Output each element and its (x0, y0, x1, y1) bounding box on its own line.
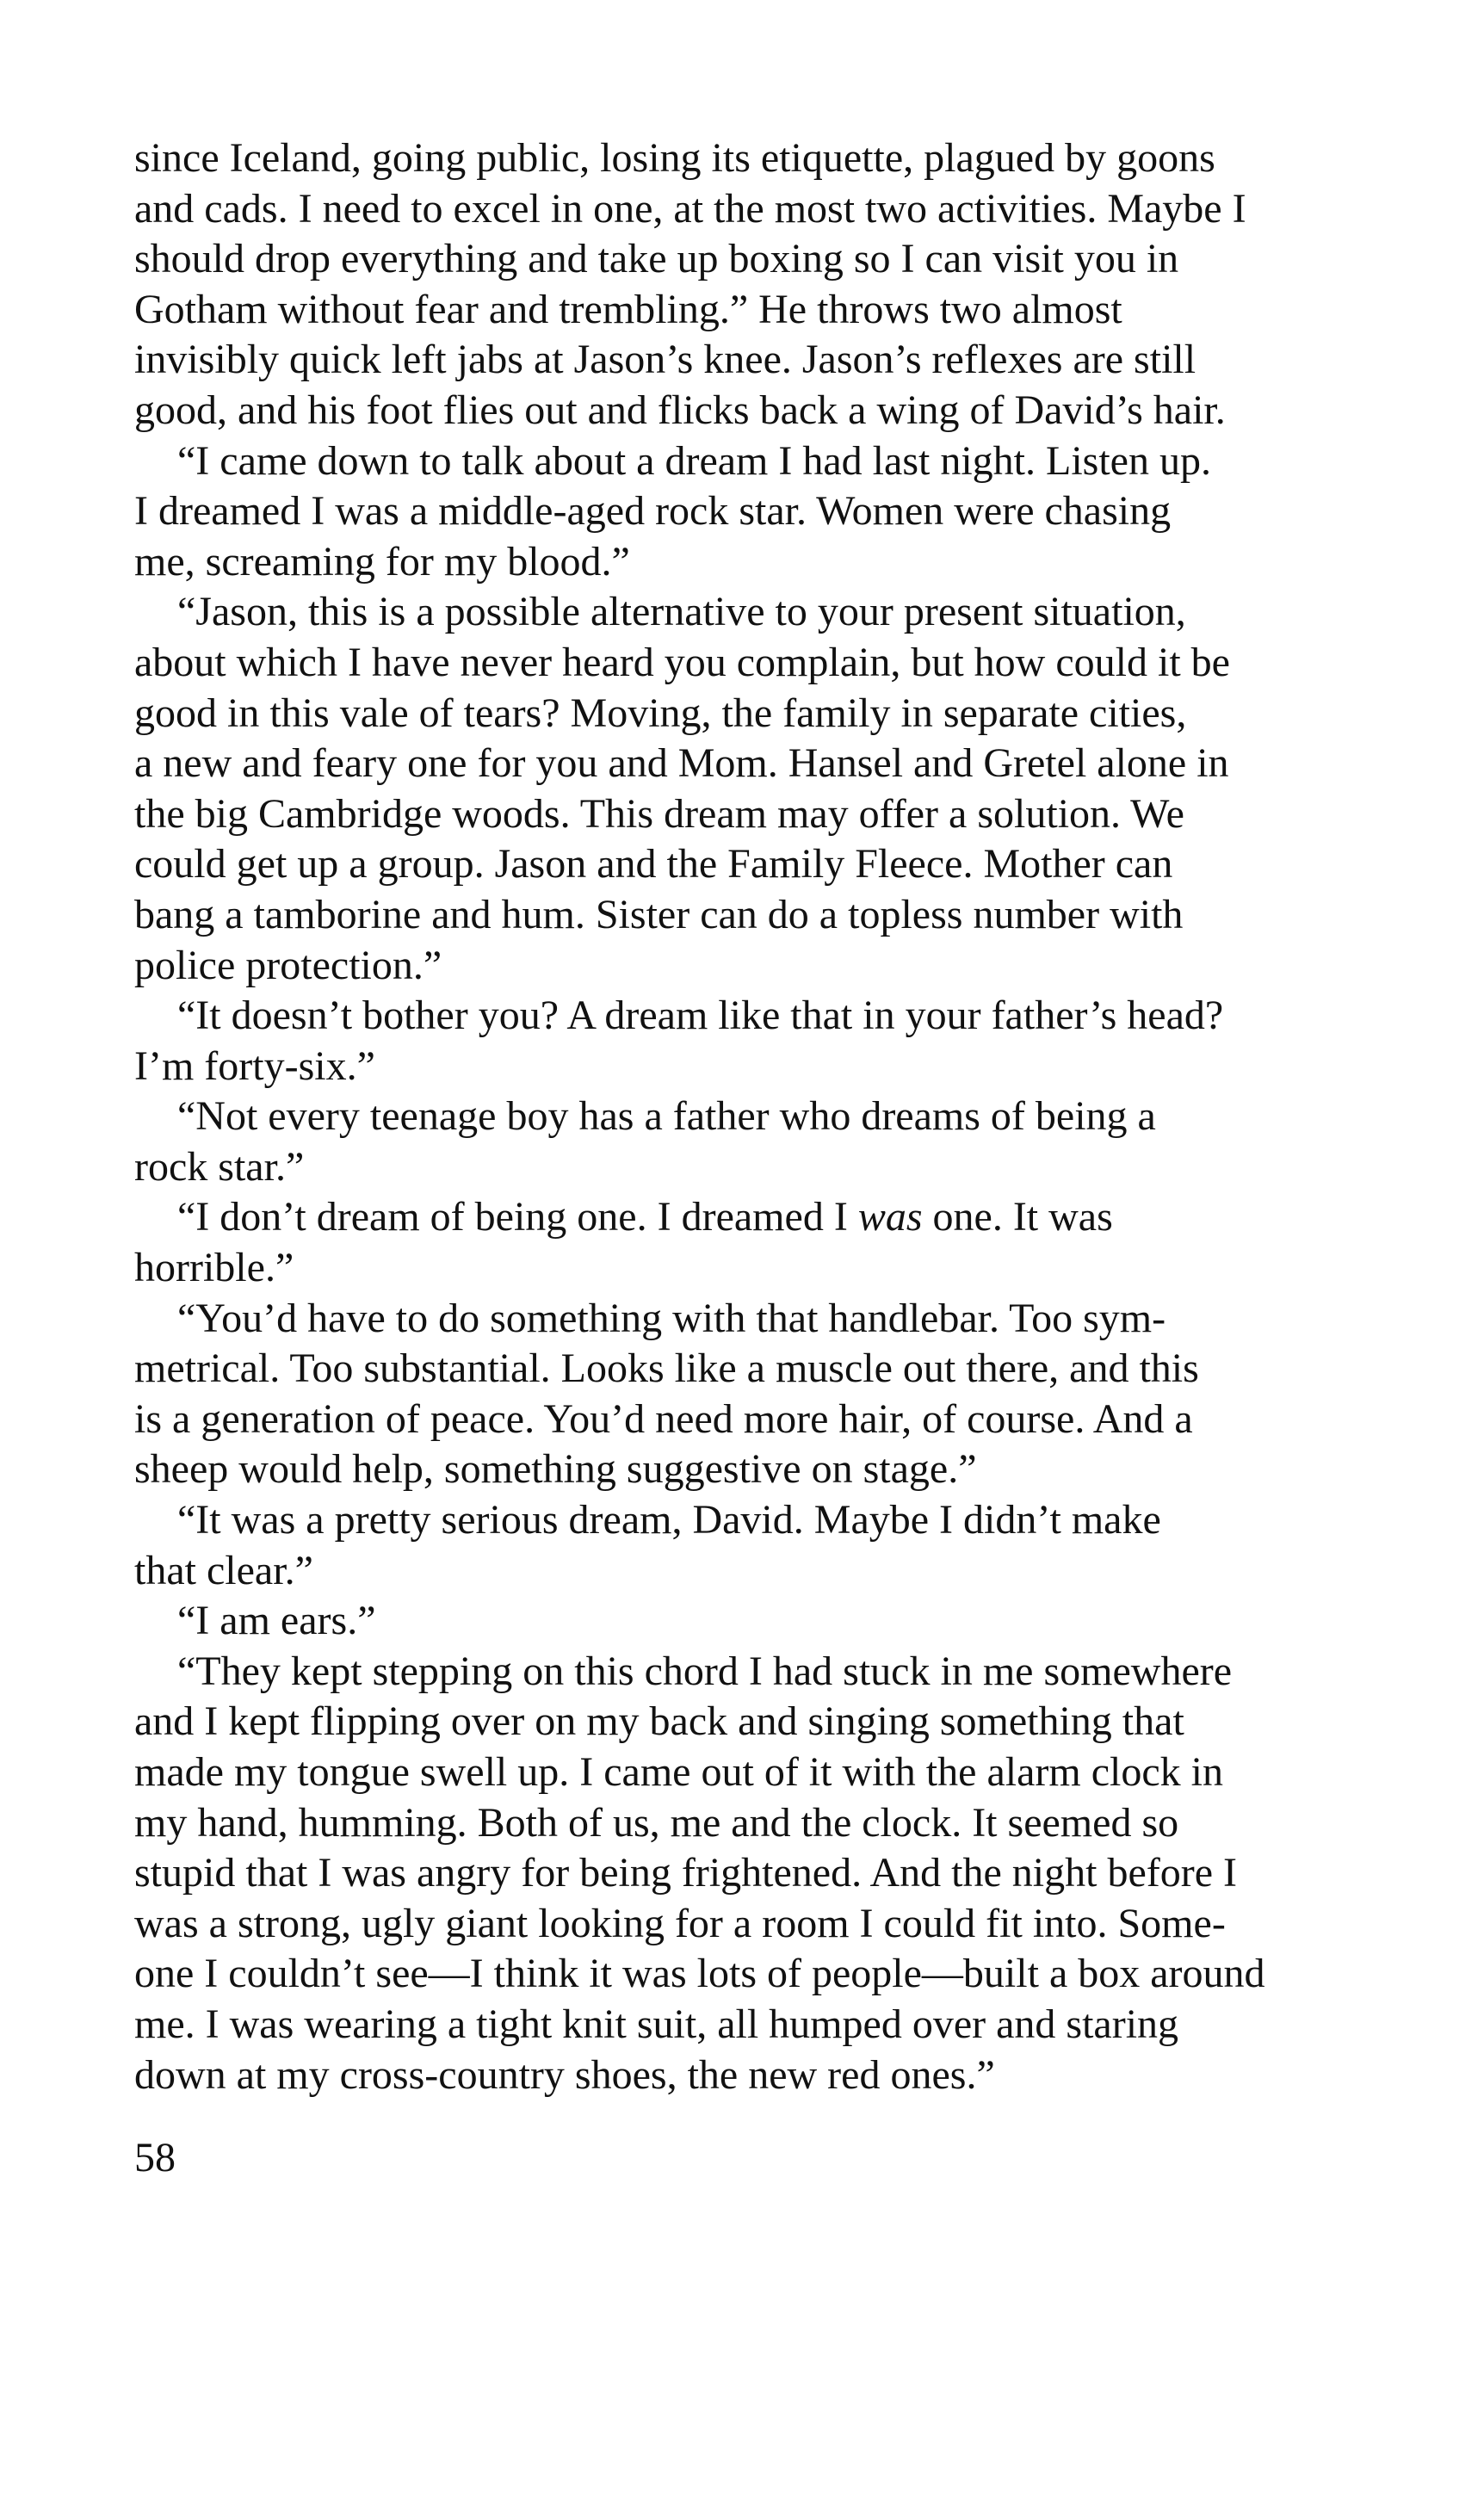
text-line: could get up a group. Jason and the Family Fleece. Mother can (134, 841, 1173, 888)
text-line: made my tongue swell up. I came out of it with the alarm clock in (134, 1749, 1223, 1795)
paragraph-7 (134, 1294, 1339, 1495)
paragraph-9 (134, 1596, 1339, 1647)
text-line: good in this vale of tears? Moving, the family in separate cities, (134, 690, 1187, 736)
text-line (134, 1243, 1339, 1294)
text-line: should drop everything and take up boxing so I can visit you in (134, 236, 1179, 282)
text-line: that clear.” (134, 1547, 313, 1593)
text-line: “I came down to talk about a dream I had last night. Listen up. (177, 437, 1211, 484)
text-run: horrible.” (134, 1245, 294, 1291)
text-line: police protection.” (134, 942, 442, 988)
paragraph-5 (134, 1092, 1339, 1192)
text-line: the big Cambridge woods. This dream may offer a solution. We (134, 790, 1184, 837)
text-line: stupid that I was angry for being frightened. And the night before I (134, 1850, 1237, 1896)
text-line: I’m forty-six.” (134, 1042, 375, 1089)
text-line: me. I was wearing a tight knit suit, all humped over and staring (134, 2001, 1179, 2047)
emphasis: was (857, 1194, 923, 1240)
text-line: was a strong, ugly giant looking for a room I could fit into. Some- (134, 1900, 1226, 1946)
text-line: bang a tamborine and hum. Sister can do a topless number with (134, 891, 1184, 937)
text-line: down at my cross-country shoes, the new red ones.” (134, 2051, 995, 2098)
text-line: me, screaming for my blood.” (134, 538, 630, 584)
text-line: “They kept stepping on this chord I had stuck in me somewhere (177, 1648, 1233, 1694)
paragraph-10 (134, 1647, 1339, 2100)
text-line: “You’d have to do something with that handlebar. Too sym- (177, 1295, 1166, 1341)
text-line: sheep would help, something suggestive on stage.” (134, 1446, 977, 1493)
text-line: metrical. Too substantial. Looks like a muscle out there, and this (134, 1345, 1199, 1392)
text-line: one I couldn’t see—I think it was lots of people—built a box around (134, 1951, 1265, 1997)
text-run: “I don’t dream of being one. I dreamed I (177, 1194, 858, 1240)
text-line: is a generation of peace. You’d need more hair, of course. And a (134, 1395, 1193, 1442)
paragraph-2 (134, 436, 1339, 588)
paragraph-6 (134, 1192, 1339, 1293)
paragraph-1 (134, 133, 1339, 436)
text-line: “Jason, this is a possible alternative to your present situation, (177, 589, 1186, 635)
paragraph-3 (134, 587, 1339, 991)
text-line: “It doesn’t bother you? A dream like that in your father’s head? (177, 993, 1224, 1039)
text-line: about which I have never heard you complain, but how could it be (134, 639, 1230, 685)
text-run: one. It was (922, 1194, 1113, 1240)
text-line: since Iceland, going public, losing its etiquette, plagued by goons (134, 135, 1215, 181)
text-line: and I kept flipping over on my back and singing something that (134, 1698, 1184, 1745)
text-line: and cads. I need to excel in one, at the most two activities. Maybe I (134, 185, 1246, 232)
text-line: a new and feary one for you and Mom. Hansel and Gretel alone in (134, 740, 1229, 787)
text-line: invisibly quick left jabs at Jason’s knee. Jason’s reflexes are still (134, 337, 1196, 383)
text-line: my hand, humming. Both of us, me and the clock. It seemed so (134, 1799, 1179, 1846)
text-line: Gotham without fear and trembling.” He throws two almost (134, 286, 1122, 332)
paragraph-8 (134, 1495, 1339, 1596)
text-line (134, 1192, 1339, 1243)
paragraph-4 (134, 991, 1339, 1092)
text-line: “It was a pretty serious dream, David. Maybe I didn’t make (177, 1497, 1161, 1543)
text-line: I dreamed I was a middle-aged rock star. Women were chasing (134, 488, 1172, 535)
page-number: 58 (134, 2135, 176, 2180)
text-line: rock star.” (134, 1143, 305, 1190)
text-line: “I am ears.” (177, 1598, 376, 1644)
page-body (134, 133, 1339, 2100)
text-line: good, and his foot flies out and flicks back a wing of David’s hair. (134, 387, 1226, 433)
text-line: “Not every teenage boy has a father who dreams of being a (177, 1093, 1156, 1140)
